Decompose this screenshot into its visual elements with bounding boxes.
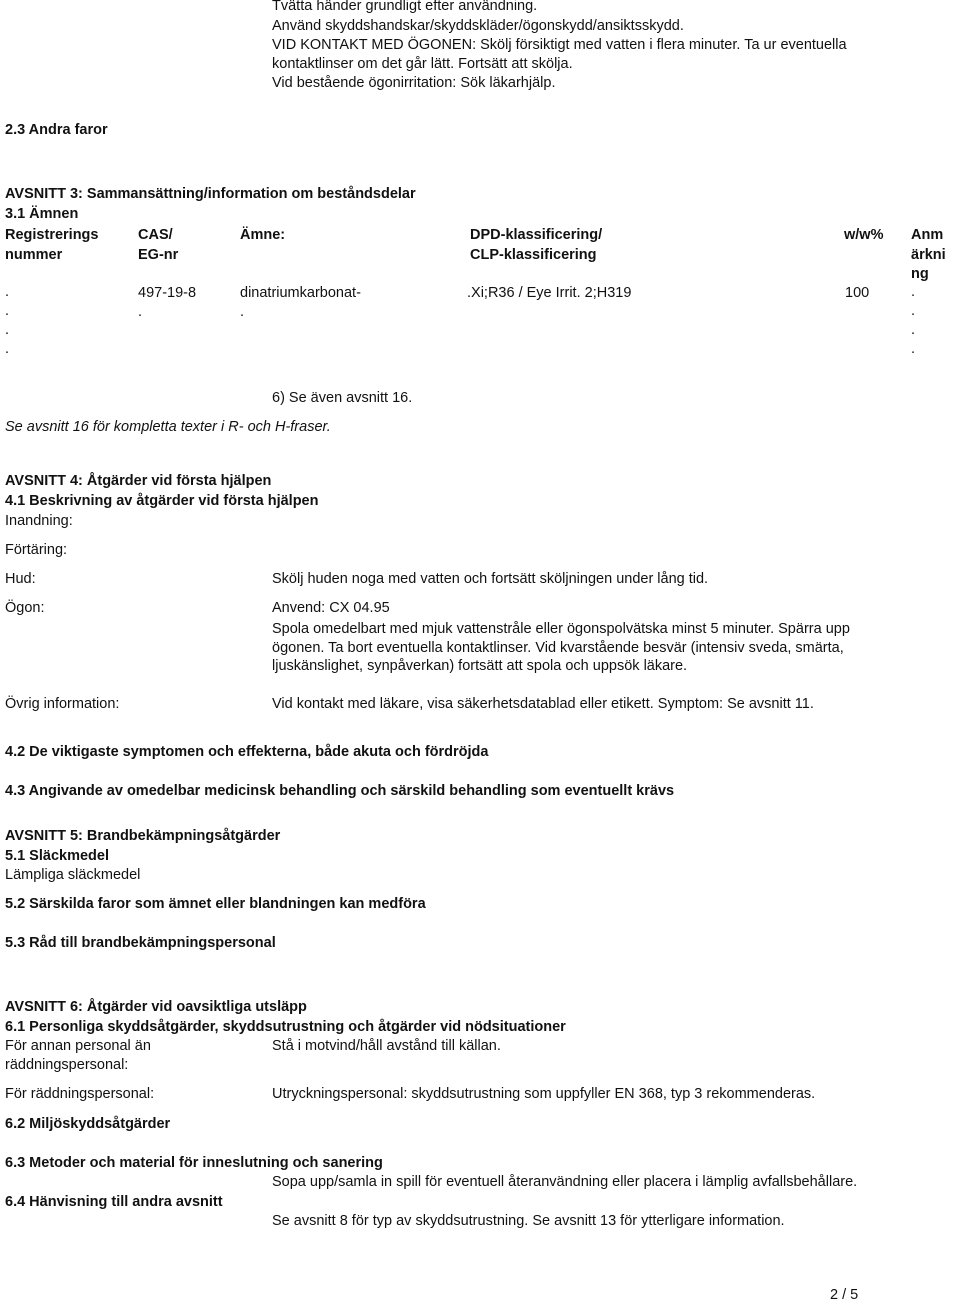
subsection-heading: 5.1 Släckmedel	[5, 848, 109, 864]
field-value: ljuskänslighet, synpåverkan) fortsätt att spola och uppsök läkare.	[272, 658, 688, 674]
cell-ww: 100	[845, 285, 870, 301]
subsection-heading: 4.1 Beskrivning av åtgärder vid första hjälpen	[5, 493, 319, 509]
subsection-heading: 6.1 Personliga skyddsåtgärder, skyddsutrustning och åtgärder vid nödsituationer	[5, 1019, 566, 1035]
subsection-heading: 5.2 Särskilda faror som ämnet eller blandningen kan medföra	[5, 896, 426, 912]
field-value: ögonen. Ta bort eventuella kontaktlinser. Vid kvarstående besvär (intensiv sveda, smärta,	[272, 640, 844, 656]
text-line: VID KONTAKT MED ÖGONEN: Skölj försiktigt med vatten i flera minuter. Ta ur eventuella	[272, 37, 847, 53]
field-label: Lämpliga släckmedel	[5, 867, 141, 883]
subsection-heading: 4.3 Angivande av omedelbar medicinsk behandling och särskild behandling som eventuellt krävs	[5, 783, 675, 799]
text-line: Tvätta händer grundligt efter användning.	[272, 0, 538, 14]
text-line: kontaktlinser om det går lätt. Fortsätt att skölja.	[272, 56, 573, 72]
col-header-cas: CAS/	[138, 227, 173, 243]
reference-note: Se avsnitt 16 för kompletta texter i R- och H-fraser.	[5, 419, 331, 435]
cell-cas: 497-19-8	[138, 285, 197, 301]
field-label: Ögon:	[5, 600, 45, 616]
col-header-dpd: DPD-klassificering/	[470, 227, 603, 243]
field-value: Utryckningspersonal: skyddsutrustning som uppfyller EN 368, typ 3 rekommenderas.	[272, 1086, 816, 1102]
section-heading: AVSNITT 4: Åtgärder vid första hjälpen	[5, 473, 272, 489]
subsection-heading: 2.3 Andra faror	[5, 122, 108, 138]
field-label: räddningspersonal:	[5, 1057, 129, 1073]
cell-substance: .	[240, 304, 245, 320]
field-value: Skölj huden noga med vatten och fortsätt sköljningen under lång tid.	[272, 571, 709, 587]
col-header-note: ärkni	[911, 247, 946, 263]
subsection-heading: 6.3 Metoder och material för inneslutning och sanering	[5, 1155, 383, 1171]
col-header-note: Anm	[911, 227, 944, 243]
cell-substance: dinatriumkarbonat-	[240, 285, 361, 301]
col-header-reg: Registrerings	[5, 227, 99, 243]
text-line: Vid bestående ögonirritation: Sök läkarhjälp.	[272, 75, 556, 91]
field-value: Stå i motvind/håll avstånd till källan.	[272, 1038, 501, 1054]
field-value: Sopa upp/samla in spill för eventuell återanvändning eller placera i lämplig avfallsbehållare.	[272, 1174, 858, 1190]
cell-dpd: .Xi;R36 / Eye Irrit. 2;H319	[467, 285, 632, 301]
cell-reg: . . . .	[5, 284, 10, 357]
field-value: Anvend: CX 04.95	[272, 600, 390, 616]
subsection-heading: 5.3 Råd till brandbekämpningspersonal	[5, 935, 276, 951]
field-value: Vid kontakt med läkare, visa säkerhetsdatablad eller etikett. Symptom: Se avsnitt 11.	[272, 696, 814, 712]
col-header-cas: EG-nr	[138, 247, 179, 263]
field-value: Se avsnitt 8 för typ av skyddsutrustning. Se avsnitt 13 för ytterligare information.	[272, 1213, 785, 1229]
col-header-ww: w/w%	[844, 227, 884, 243]
field-label: Hud:	[5, 571, 36, 587]
section-heading: AVSNITT 6: Åtgärder vid oavsiktliga utsläpp	[5, 999, 307, 1015]
field-label: Förtäring:	[5, 542, 68, 558]
subsection-heading: 6.2 Miljöskyddsåtgärder	[5, 1116, 171, 1132]
section-heading: AVSNITT 3: Sammansättning/information om beståndsdelar	[5, 186, 416, 202]
field-label: För räddningspersonal:	[5, 1086, 155, 1102]
field-value: Spola omedelbart med mjuk vattenstråle eller ögonspolvätska minst 5 minuter. Spärra upp	[272, 621, 850, 637]
section-heading: AVSNITT 5: Brandbekämpningsåtgärder	[5, 828, 281, 844]
cell-cas: .	[138, 304, 143, 320]
field-label: Inandning:	[5, 513, 73, 529]
col-header-dpd: CLP-klassificering	[470, 247, 597, 263]
cell-note: . . . .	[911, 284, 916, 357]
col-header-note: ng	[911, 266, 929, 282]
footnote: 6) Se även avsnitt 16.	[272, 390, 413, 406]
col-header-reg: nummer	[5, 247, 63, 263]
subsection-heading: 3.1 Ämnen	[5, 206, 79, 222]
field-label: För annan personal än	[5, 1038, 151, 1054]
col-header-substance: Ämne:	[240, 227, 286, 243]
text-line: Använd skyddshandskar/skyddskläder/ögonskydd/ansiktsskydd.	[272, 18, 684, 34]
subsection-heading: 4.2 De viktigaste symptomen och effekterna, både akuta och fördröjda	[5, 744, 489, 760]
field-label: Övrig information:	[5, 696, 120, 712]
page-number: 2 / 5	[830, 1287, 859, 1303]
subsection-heading: 6.4 Hänvisning till andra avsnitt	[5, 1194, 223, 1210]
